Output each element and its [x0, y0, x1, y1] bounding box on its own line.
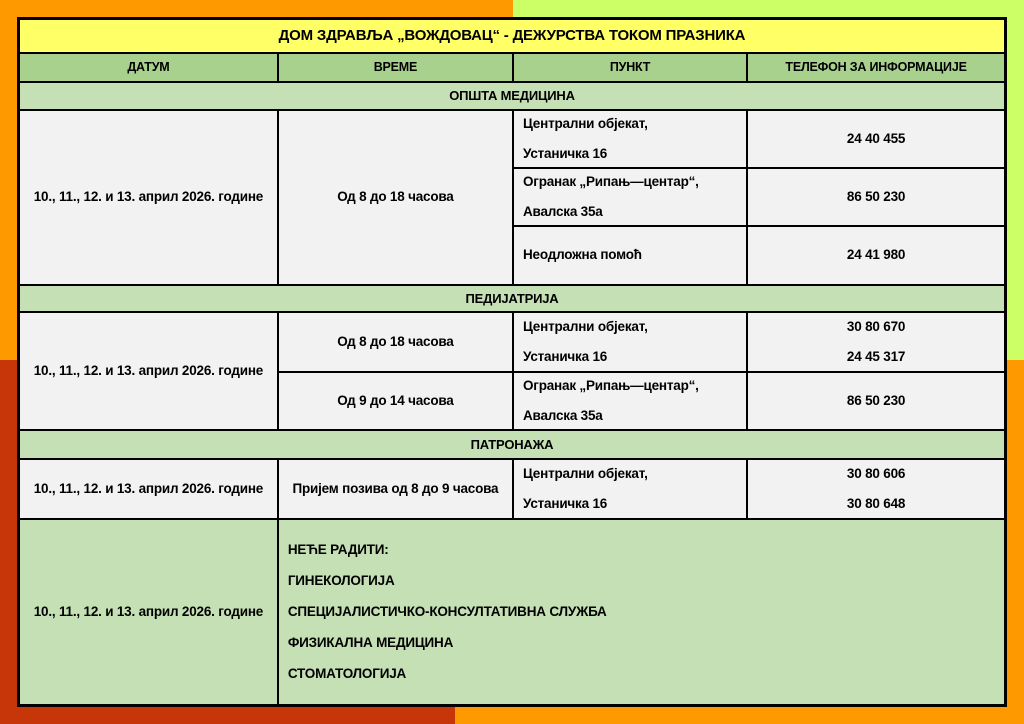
location-line: Устаничка 16 — [522, 349, 608, 364]
pediatrics-time-cell-2: Од 9 до 14 часова — [279, 373, 512, 429]
patronage-time-cell: Пријем позива од 8 до 9 часова — [279, 460, 512, 518]
pediatrics-phone-cell-1 — [748, 313, 1004, 371]
closed-services-cell — [279, 520, 1004, 704]
location-line: Устаничка 16 — [522, 146, 608, 161]
general-time-cell: Од 8 до 18 часова — [279, 111, 512, 284]
phone-line: 30 80 606 — [846, 465, 906, 481]
pediatrics-location-cell-2 — [514, 373, 746, 429]
location-line: Централни објекат, — [522, 465, 648, 481]
section-header-patronage: ПАТРОНАЖА — [20, 431, 1004, 458]
phone-line: 30 80 670 — [846, 318, 906, 334]
section-header-pediatrics: ПЕДИЈАТРИЈА — [20, 286, 1004, 311]
general-location-cell-1 — [514, 111, 746, 167]
col-header-phone: ТЕЛЕФОН ЗА ИНФОРМАЦИЈЕ — [748, 54, 1004, 81]
pediatrics-date-cell: 10., 11., 12. и 13. април 2026. године — [20, 313, 277, 429]
closed-service-item: ФИЗИКАЛНА МЕДИЦИНА — [287, 635, 454, 651]
section-header-general-medicine: ОПШТА МЕДИЦИНА — [20, 83, 1004, 109]
location-line: Централни објекат, — [522, 115, 648, 131]
general-phone-cell-1: 24 40 455 — [748, 111, 1004, 167]
location-line: Авалска 35а — [522, 408, 603, 423]
phone-line: 86 50 230 — [846, 392, 906, 408]
patronage-location-cell — [514, 460, 746, 518]
patronage-date-cell: 10., 11., 12. и 13. април 2026. године — [20, 460, 277, 518]
closed-date-cell: 10., 11., 12. и 13. април 2026. године — [20, 520, 277, 704]
location-line: Централни објекат, — [522, 318, 648, 334]
table-title: ДОМ ЗДРАВЉА „ВОЖДОВАЦ“ - ДЕЖУРСТВА ТОКОМ ПРАЗНИКА — [20, 20, 1004, 52]
location-line: Огранак „Рипањ—центар“, — [522, 377, 699, 393]
location-line: Огранак „Рипањ—центар“, — [522, 173, 699, 189]
general-location-cell-2 — [514, 169, 746, 225]
col-header-date: ДАТУМ — [20, 54, 277, 81]
patronage-phone-cell — [748, 460, 1004, 518]
pediatrics-location-cell-1 — [514, 313, 746, 371]
general-phone-cell-2: 86 50 230 — [748, 169, 1004, 225]
location-line: Неодложна помоћ — [522, 247, 642, 263]
closed-service-item: СТОМАТОЛОГИЈА — [287, 666, 407, 682]
pediatrics-phone-cell-2 — [748, 373, 1004, 429]
closed-services-heading: НЕЋЕ РАДИТИ: — [287, 541, 389, 557]
pediatrics-time-cell-1: Од 8 до 18 часова — [279, 313, 512, 371]
closed-service-item: ГИНЕКОЛОГИЈА — [287, 572, 395, 588]
schedule-table — [17, 17, 1007, 707]
location-line: Авалска 35а — [522, 204, 603, 219]
location-line: Устаничка 16 — [522, 496, 608, 511]
phone-line: 30 80 648 — [846, 496, 906, 511]
col-header-time: ВРЕМЕ — [279, 54, 512, 81]
closed-service-item: СПЕЦИЈАЛИСТИЧКО-КОНСУЛТАТИВНА СЛУЖБА — [287, 603, 607, 619]
col-header-location: ПУНКТ — [514, 54, 746, 81]
general-location-cell-3 — [514, 227, 746, 284]
general-date-cell: 10., 11., 12. и 13. април 2026. године — [20, 111, 277, 284]
general-phone-cell-3: 24 41 980 — [748, 227, 1004, 284]
phone-line: 24 45 317 — [846, 349, 906, 364]
